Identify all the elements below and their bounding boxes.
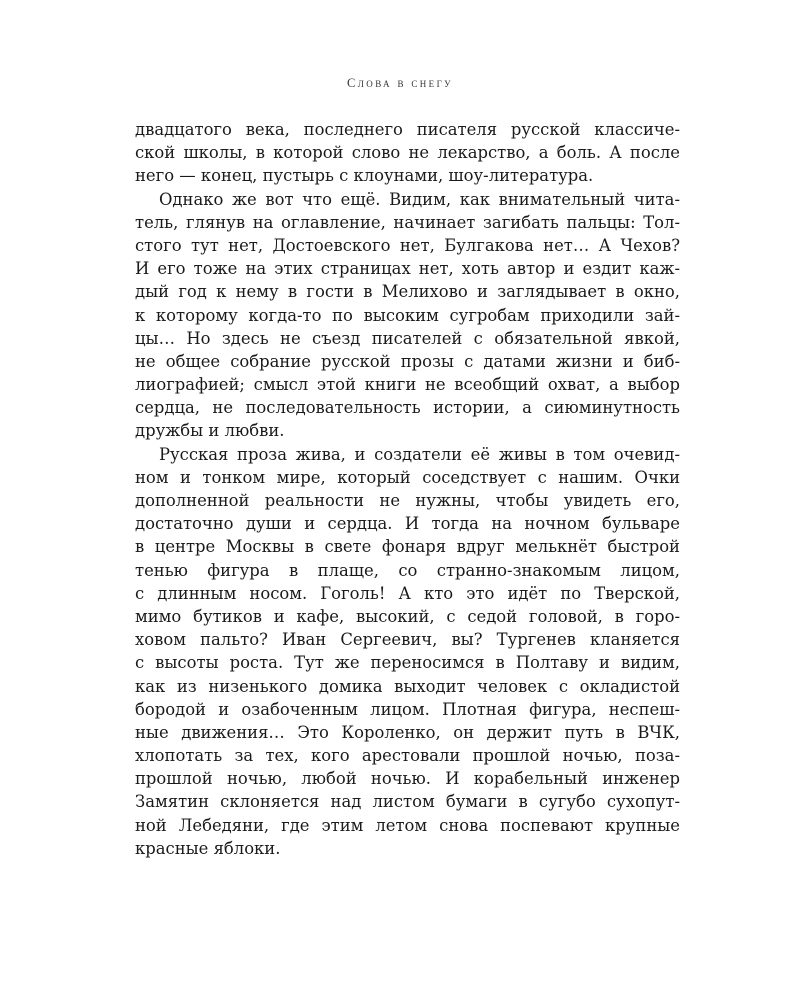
text-line: прошлой ночью, любой ночью. И корабельный инженер xyxy=(135,769,680,789)
text-line: И его тоже на этих страницах нет, хоть автор и ездит каж- xyxy=(135,259,680,279)
text-line: с длинным носом. Гоголь! А кто это идёт по Тверской, xyxy=(135,583,680,603)
text-line: ховом пальто? Иван Сергеевич, вы? Тургенев кланяется xyxy=(135,630,680,650)
text-line: ном и тонком мире, который соседствует с нашим. Очки xyxy=(135,467,680,487)
text-line: него — конец, пустырь с клоунами, шоу-литература. xyxy=(135,166,594,186)
text-line: двадцатого века, последнего писателя русской классиче- xyxy=(135,120,680,139)
text-line: красные яблоки. xyxy=(135,838,281,858)
text-line: лиографией; смысл этой книги не всеобщий охват, а выбор xyxy=(135,375,680,395)
text-line: дый год к нему в гости в Мелихово и заглядывает в окно, xyxy=(135,282,680,302)
text-line: ные движения… Это Короленко, он держит путь в ВЧК, xyxy=(135,722,680,742)
text-line: тенью фигура в плаще, со странно-знакомым лицом, xyxy=(135,560,680,580)
text-line: хлопотать за тех, кого арестовали прошлой ночью, поза- xyxy=(135,746,680,766)
text-line: достаточно души и сердца. И тогда на ночном бульваре xyxy=(135,514,680,534)
text-line: Замятин склоняется над листом бумаги в сугубо сухопут- xyxy=(135,792,680,812)
text-line: стого тут нет, Достоевского нет, Булгакова нет… А Чехов? xyxy=(135,235,680,255)
text-line: к которому когда-то по высоким сугробам приходили зай- xyxy=(135,305,680,325)
text-line: не общее собрание русской прозы с датами жизни и биб- xyxy=(135,351,680,371)
text-line: дополненной реальности не нужны, чтобы увидеть его, xyxy=(135,491,680,510)
text-line: мимо бутиков и кафе, высокий, с седой головой, в горо- xyxy=(135,606,680,626)
text-line: ской школы, в которой слово не лекарство, а боль. А после xyxy=(135,143,680,163)
text-line: цы… Но здесь не съезд писателей с обязательной явкой, xyxy=(135,328,680,348)
text-line: сердца, не последовательность истории, а сиюминутность xyxy=(135,398,680,418)
text-line: с высоты роста. Тут же переносимся в Полтаву и видим, xyxy=(135,653,680,673)
text-line: Русская проза жива, и создатели её живы в том очевид- xyxy=(159,444,680,464)
text-line: как из низенького домика выходит человек с окладистой xyxy=(135,676,680,696)
text-line: дружбы и любви. xyxy=(135,421,285,441)
running-head: Слова в снегу xyxy=(347,76,453,90)
text-line: Однако же вот что ещё. Видим, как внимательный чита- xyxy=(159,189,680,209)
text-line: тель, глянув на оглавление, начинает загибать пальцы: Тол- xyxy=(135,212,680,232)
body-text xyxy=(135,118,680,860)
text-line: бородой и озабоченным лицом. Плотная фигура, неспеш- xyxy=(135,699,680,719)
text-line: ной Лебедяни, где этим летом снова поспевают крупные xyxy=(135,815,680,835)
text-line: в центре Москвы в свете фонаря вдруг мелькнёт быстрой xyxy=(135,537,680,557)
